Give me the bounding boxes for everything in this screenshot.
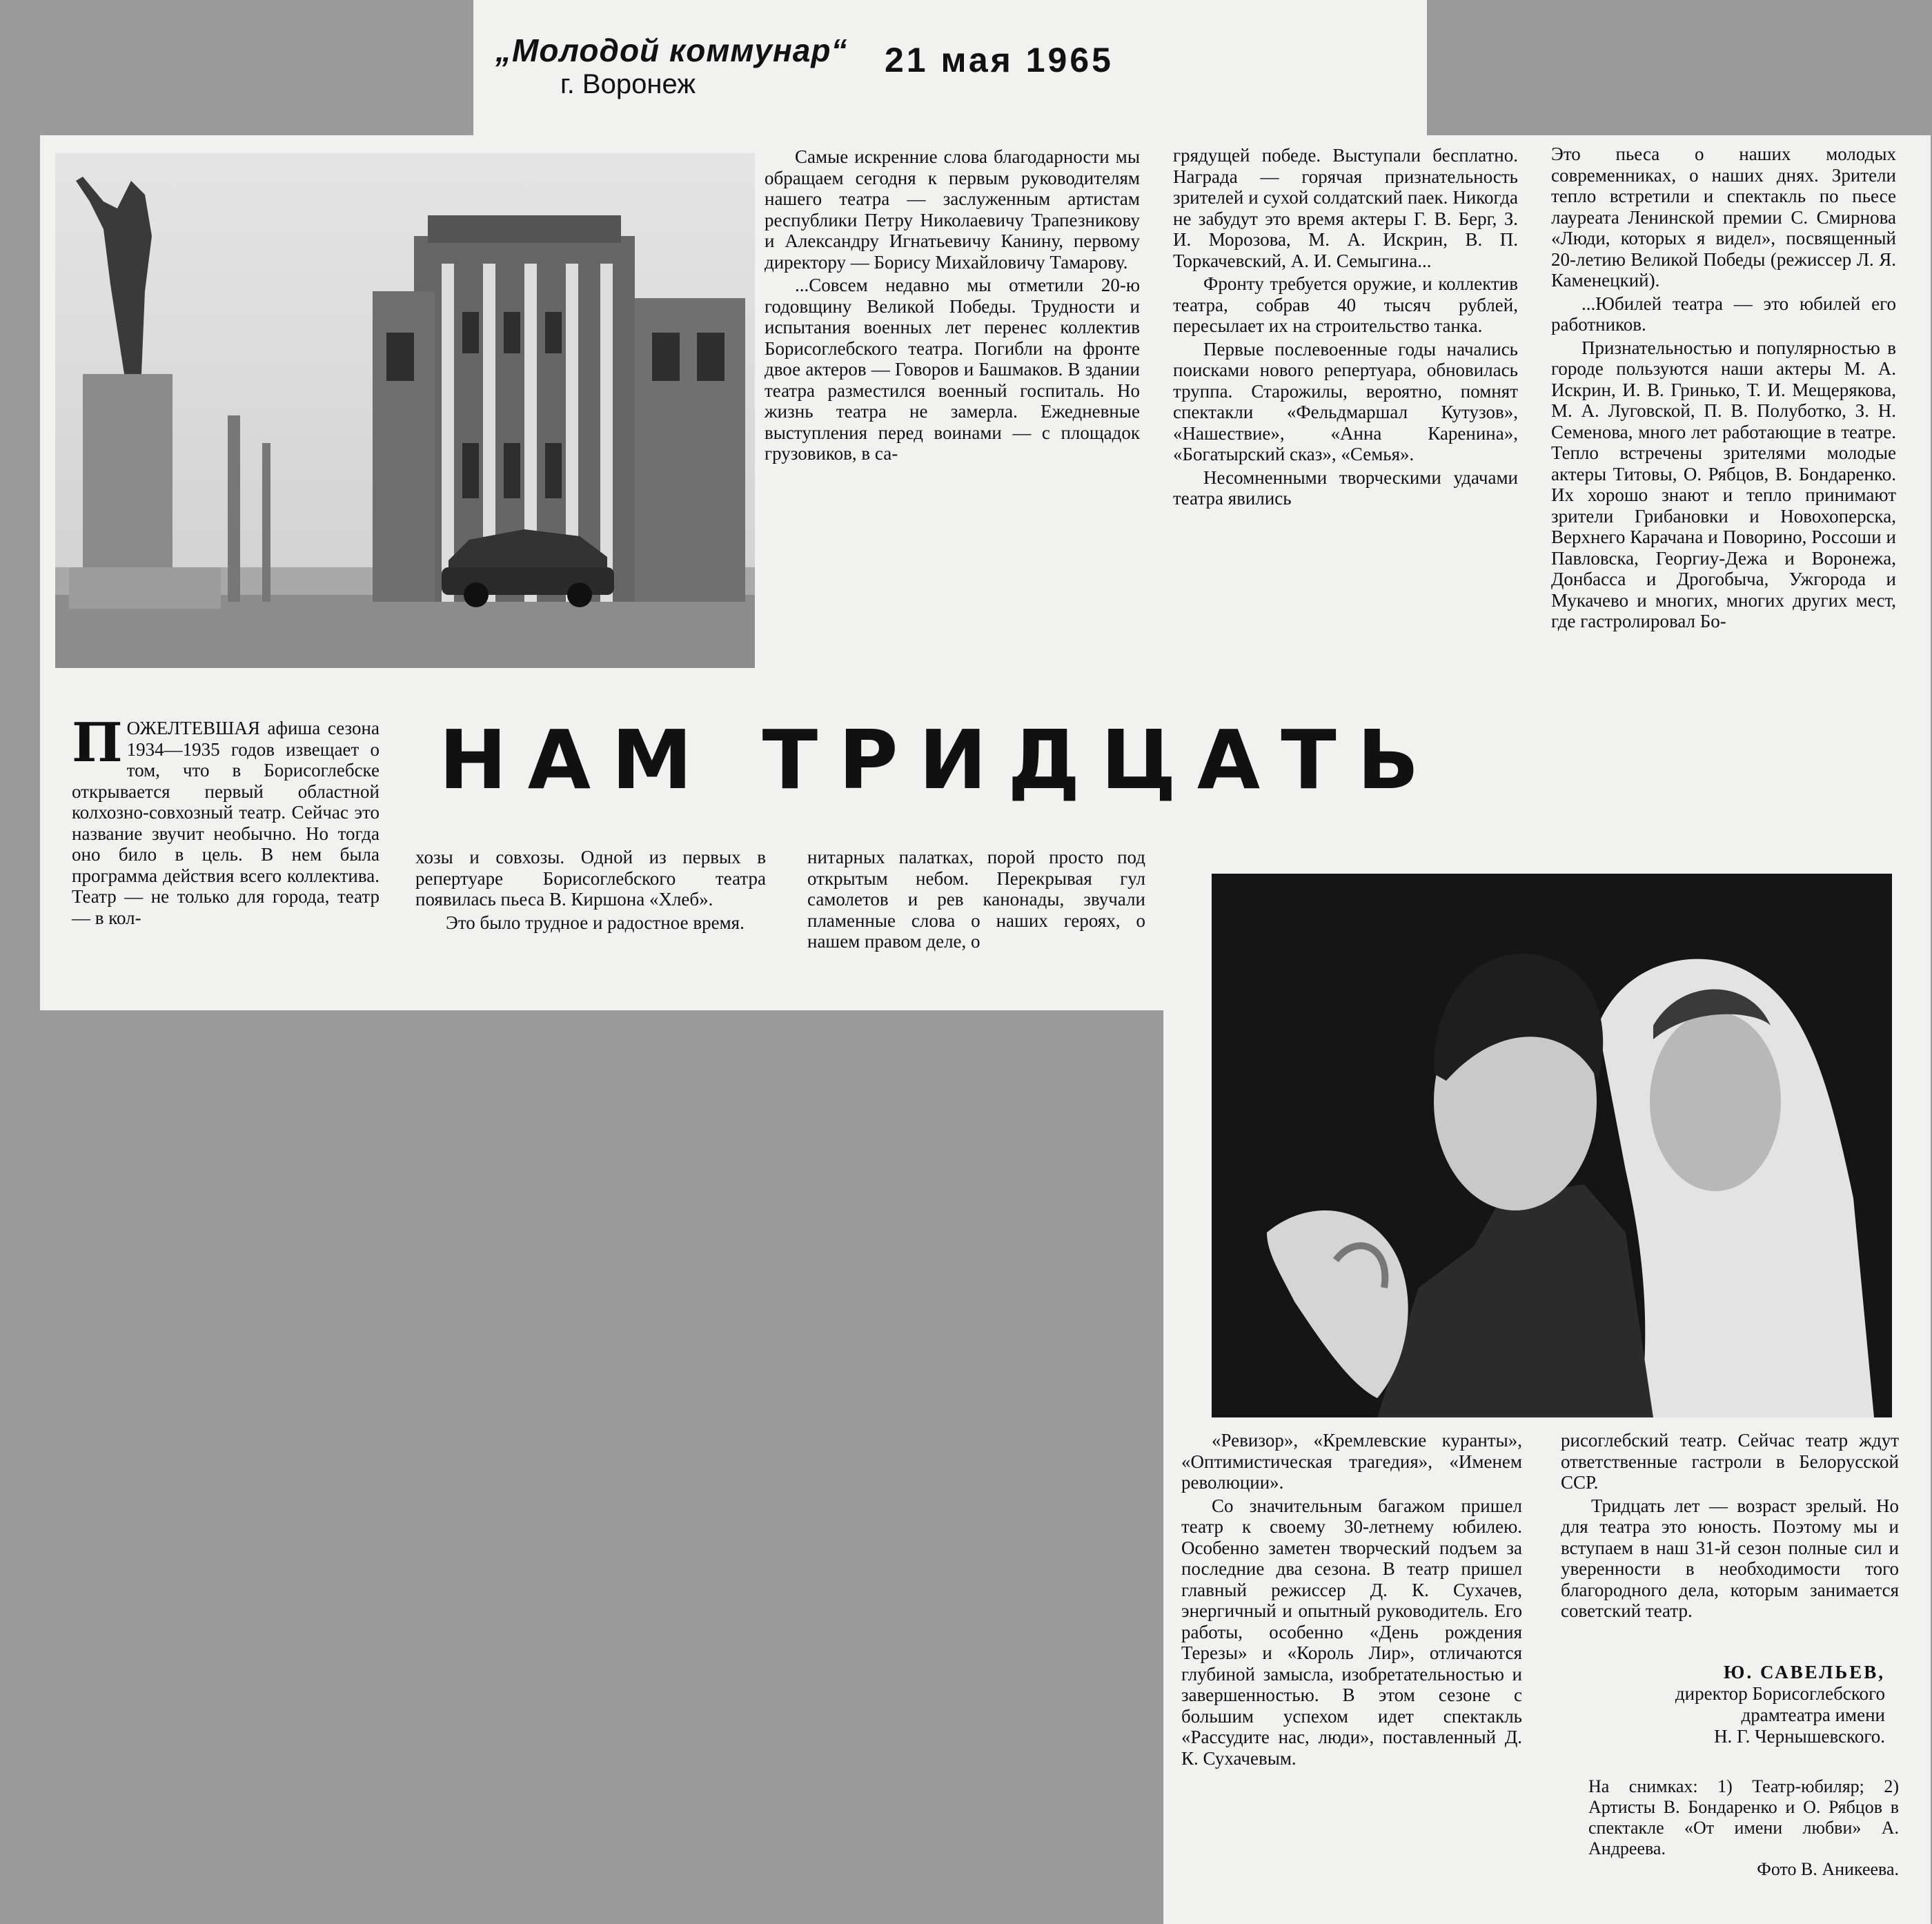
- article-column-7: [1181, 1430, 1522, 1769]
- paragraph: грядущей победе. Выступали бесплатно. Награда — горячая признательность зрителей и сухой солдатский паек. Никогда не забудут это время актеры Г. В. Берг, З. И. Морозова, М. А. Искрин, В. П. Торкачевский, А. И. Семыгина...: [1173, 145, 1518, 271]
- column-1-text: ОЖЕЛТЕВШАЯ афиша сезона 1934—1935 годов извещает о том, что в Борисоглебске открывается первый областной колхозно-совхозный театр. Сейчас это название звучит необычно. Но тогда оно било в цель. В нем была программа действия всего коллектива. Театр — не только для города, театр — в кол-: [72, 718, 379, 928]
- paragraph: рисоглебский театр. Сейчас театр ждут ответственные гастроли в Белорусской ССР.: [1561, 1430, 1899, 1493]
- dropcap-letter: П: [72, 711, 123, 774]
- photo-caption: [1588, 1776, 1899, 1880]
- newspaper-name: „Молодой коммунар“: [495, 32, 848, 68]
- paragraph: Признательностью и популярностью в городе пользуются наши актеры М. А. Искрин, И. В. Гринько, Т. И. Мещерякова, М. А. Луговской, П. В. Полуботко, З. Н. Семенова, много лет работающие в театре. Тепло встречены зрителями молодые актеры Титовы, О. Рябцов, В. Бондаренко. Их хорошо знают и тепло принимают зрители Грибановки и Новохоперска, Верхнего Карачана и Поворино, Россоши и Павловска, Георгиу-Дежа и Воронежа, Донбасса и Дрогобыча, Ужгорода и Мукачево и многих, многих других мест, где гастролировал Бо-: [1551, 337, 1896, 631]
- article-column-8: [1561, 1430, 1899, 1622]
- article-column-2: [415, 847, 766, 933]
- paragraph: Самые искренние слова благодарности мы обращаем сегодня к первым руководителям нашего театра — заслуженным артистам республики Петру Николаевичу Трапезникову и Александру Игнатьевичу Канину, первому директору — Борису Михайловичу Тамарову.: [765, 146, 1140, 273]
- paragraph: «Ревизор», «Кремлевские куранты», «Оптимистическая трагедия», «Именем революции».: [1181, 1430, 1522, 1493]
- paragraph: Со значительным багажом пришел театр к своему 30-летнему юбилею. Особенно заметен творческий подъем за последние два сезона. В театр пришел главный режиссер Д. К. Сухачев, энергичный и опытный руководитель. Его работы, особенно «День рождения Терезы» и «Король Лир», отличаются глубиной замысла, изобретательностью и завершенностью. В этом сезоне с большим успехом идет спектакль «Рассудите нас, люди», поставленный Д. К. Сухачевым.: [1181, 1495, 1522, 1769]
- paragraph: ...Юбилей театра — это юбилей его работников.: [1551, 293, 1896, 335]
- theatre-building-photo: [55, 153, 755, 668]
- article-column-5: [1173, 145, 1518, 509]
- headline: НАМ ТРИДЦАТЬ: [439, 712, 1440, 807]
- paragraph: хозы и совхозы. Одной из первых в репертуаре Борисоглебского театра появилась пьеса В. Киршона «Хлеб».: [415, 847, 766, 910]
- author-title-line: директор Борисоглебского: [1675, 1683, 1885, 1704]
- author-signature: [1561, 1662, 1885, 1747]
- caption-text: На снимках: 1) Театр-юбиляр; 2) Артисты В. Бондаренко и О. Рябцов в спектакле «От имени любви» А. Андреева.: [1588, 1776, 1899, 1858]
- article-column-4: [765, 146, 1140, 464]
- article-column-1: [72, 711, 379, 928]
- clipping-date: 21 мая 1965: [885, 41, 1114, 79]
- paragraph: нитарных палатках, порой просто под открытым небом. Перекрывая гул самолетов и рев канонады, звучали пламенные слова о наших героях, о нашем правом деле, о: [807, 847, 1145, 952]
- author-name: Ю. САВЕЛЬЕВ,: [1724, 1662, 1885, 1682]
- article-column-6: [1551, 144, 1896, 632]
- paragraph: ...Совсем недавно мы отметили 20-ю годовщину Великой Победы. Трудности и испытания военных лет перенес коллектив Борисоглебского театра. Погибли на фронте двое актеров — Говоров и Башмаков. В здании театра разместился военный госпиталь. Но жизнь театра не замерла. Ежедневные выступления перед воинами — с площадок грузовиков, в са-: [765, 275, 1140, 464]
- author-title-line: драмтеатра имени: [1741, 1705, 1885, 1725]
- paragraph: Это пьеса о наших молодых современниках, о наших днях. Зрители тепло встретили и спектакль по пьесе лауреата Ленинской премии С. Смирнова «Люди, которых я видел», посвященный 20-летию Великой Победы (режиссер Л. Я. Каменецкий).: [1551, 144, 1896, 291]
- actors-photo: [1212, 874, 1892, 1417]
- article-column-3: [807, 847, 1145, 952]
- paragraph: Несомненными творческими удачами театра явились: [1173, 467, 1518, 509]
- photo-credit: Фото В. Аникеева.: [1757, 1859, 1899, 1879]
- author-title-line: Н. Г. Чернышевского.: [1714, 1726, 1885, 1747]
- paragraph: Это было трудное и радостное время.: [446, 912, 745, 933]
- paragraph: Тридцать лет — возраст зрелый. Но для театра это юность. Поэтому мы и вступаем в наш 31-й сезон полные сил и уверенности в необходимости того благородного дела, которым занимается советский театр.: [1561, 1495, 1899, 1621]
- paragraph: Фронту требуется оружие, и коллектив театра, собрав 40 тысяч рублей, пересылает их на строительство танка.: [1173, 273, 1518, 336]
- city-name: г. Воронеж: [560, 69, 696, 99]
- paragraph: Первые послевоенные годы начались поисками нового репертуара, обновилась труппа. Старожилы, вероятно, помнят спектакли «Фельдмаршал Кутузов», «Нашествие», «Анна Каренина», «Богатырский сказ», «Семья».: [1173, 338, 1518, 464]
- top-right-paper: [1141, 0, 1427, 145]
